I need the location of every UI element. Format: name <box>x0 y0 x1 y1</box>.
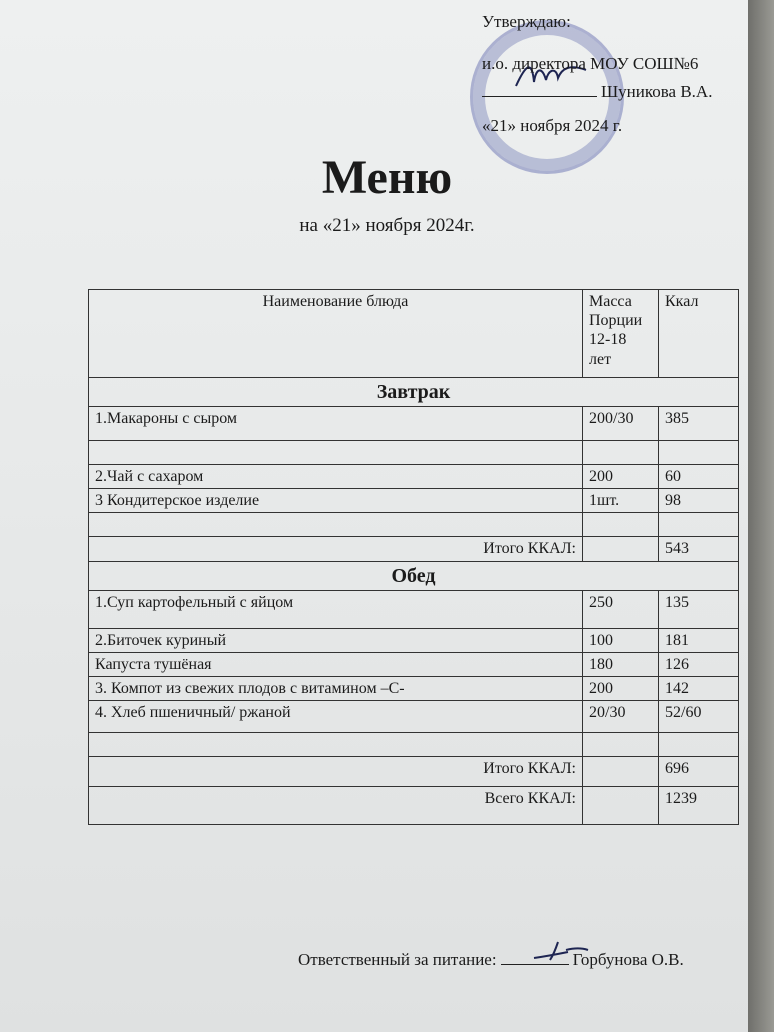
grand-total-label: Всего ККАЛ: <box>89 787 583 825</box>
footer-responsible <box>298 950 684 970</box>
header-dish-name: Наименование блюда <box>89 290 583 378</box>
header-kcal: Ккал <box>659 290 739 378</box>
table-row <box>89 489 739 513</box>
dish-kcal: 60 <box>659 465 739 489</box>
table-row <box>89 676 739 700</box>
menu-table <box>88 289 739 825</box>
total-row-breakfast <box>89 537 739 561</box>
table-row <box>89 407 739 441</box>
dish-kcal: 135 <box>659 590 739 628</box>
dish-name: 3. Компот из свежих плодов с витамином –С- <box>89 676 583 700</box>
dish-name <box>89 513 583 537</box>
table-row <box>89 628 739 652</box>
table-row <box>89 590 739 628</box>
approval-name: Шуникова В.А. <box>601 82 713 101</box>
header-portion-mass: Масса Порции 12-18 лет <box>583 290 659 378</box>
dish-mass: 100 <box>583 628 659 652</box>
dish-kcal <box>659 733 739 757</box>
table-row <box>89 733 739 757</box>
dish-kcal: 126 <box>659 652 739 676</box>
breakfast-total-empty <box>583 537 659 561</box>
dish-kcal <box>659 441 739 465</box>
dish-kcal: 52/60 <box>659 701 739 733</box>
lunch-total-value: 696 <box>659 757 739 787</box>
approval-position: и.о. директора МОУ СОШ№6 <box>482 54 699 73</box>
footer-signature-blank <box>501 950 569 965</box>
lunch-total-empty <box>583 757 659 787</box>
approval-date: «21» ноября 2024 г. <box>482 116 623 135</box>
section-row-lunch <box>89 561 739 590</box>
approval-heading: Утверждаю: <box>482 12 571 31</box>
page-title: Меню <box>321 151 453 204</box>
dish-name <box>89 733 583 757</box>
dish-mass: 180 <box>583 652 659 676</box>
signature-blank <box>482 82 597 97</box>
breakfast-total-label: Итого ККАЛ: <box>89 537 583 561</box>
table-row <box>89 701 739 733</box>
dish-name: 1.Суп картофельный с яйцом <box>89 590 583 628</box>
section-title-lunch: Обед <box>89 561 739 590</box>
dish-name <box>89 441 583 465</box>
dish-name: 4. Хлеб пшеничный/ ржаной <box>89 701 583 733</box>
grand-total-row <box>89 787 739 825</box>
dish-name: 2.Чай с сахаром <box>89 465 583 489</box>
table-row <box>89 465 739 489</box>
dish-mass <box>583 733 659 757</box>
dish-mass: 200 <box>583 465 659 489</box>
footer-name: Горбунова О.В. <box>572 950 684 969</box>
approval-signature-line <box>482 82 712 102</box>
dish-kcal: 181 <box>659 628 739 652</box>
dish-kcal: 385 <box>659 407 739 441</box>
dish-name: 1.Макароны с сыром <box>89 407 583 441</box>
section-title-breakfast: Завтрак <box>89 378 739 407</box>
dish-name: 3 Кондитерское изделие <box>89 489 583 513</box>
dish-mass: 250 <box>583 590 659 628</box>
total-row-lunch <box>89 757 739 787</box>
grand-total-value: 1239 <box>659 787 739 825</box>
table-row <box>89 652 739 676</box>
grand-total-empty <box>583 787 659 825</box>
dish-kcal: 98 <box>659 489 739 513</box>
dish-mass <box>583 513 659 537</box>
dish-mass: 200 <box>583 676 659 700</box>
dish-kcal: 142 <box>659 676 739 700</box>
footer-label: Ответственный за питание: <box>298 950 497 969</box>
page-subtitle: на «21» ноября 2024г. <box>299 215 475 236</box>
dish-name: 2.Биточек куриный <box>89 628 583 652</box>
section-row-breakfast <box>89 378 739 407</box>
dish-mass: 20/30 <box>583 701 659 733</box>
lunch-total-label: Итого ККАЛ: <box>89 757 583 787</box>
dish-kcal <box>659 513 739 537</box>
breakfast-total-value: 543 <box>659 537 739 561</box>
dish-mass <box>583 441 659 465</box>
dish-name: Капуста тушёная <box>89 652 583 676</box>
dish-mass: 200/30 <box>583 407 659 441</box>
dish-mass: 1шт. <box>583 489 659 513</box>
table-header-row <box>89 290 739 378</box>
table-row <box>89 513 739 537</box>
table-row <box>89 441 739 465</box>
